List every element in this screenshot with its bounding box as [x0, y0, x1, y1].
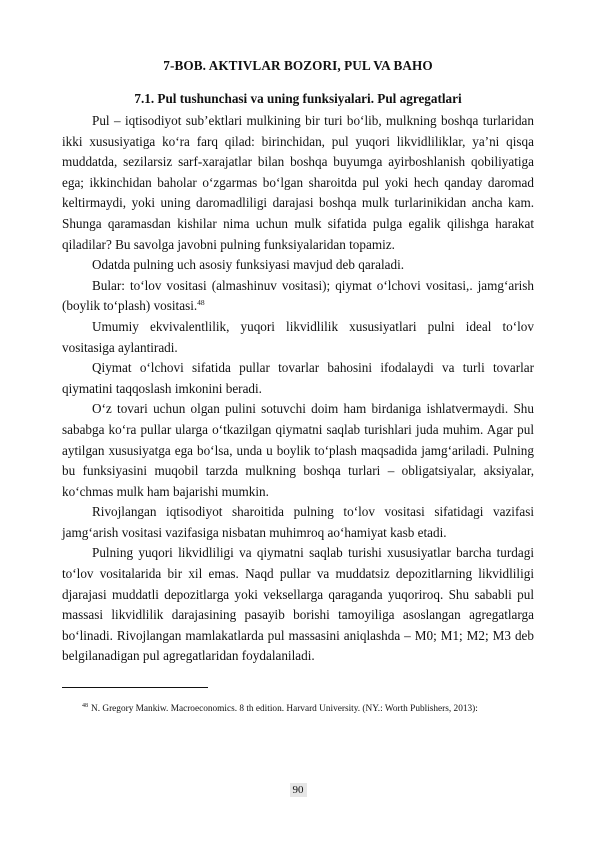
- paragraph: Qiymat o‘lchovi sifatida pullar tovarlar bahosini ifodalaydi va turli tovarlar qiymatini taqqoslash imkonini beradi.: [62, 360, 534, 396]
- paragraph: Pulning yuqori likvidliligi va qiymatni saqlab turishi xususiyatlar barcha turdagi to‘lov vositalarida bir xil emas. Naqd pullar va muddatsiz depozitlarning likvidliligi djarajasi muddatli depozitlarga yoki veksellarga qaraganda yuqoriroq. Shu sababli pul massasi likvidlilik darajasining pasayib borishi tamoyiliga asoslangan agregatlarga bo‘linadi. Rivojlangan mamlakatlarda pul massasini aniqlashda – M0; M1; M2; M3 deb belgilanadigan pul agregatlaridan foydalaniladi.: [62, 545, 534, 664]
- paragraph: O‘z tovari uchun olgan pulini sotuvchi doim ham birdaniga ishlatvermaydi. Shu sababga ko‘ra pullar ularga o‘tkazilgan qiymatni saqlab turishlari juda muhim. Agar pul aytilgan xususiyatga ega bo‘lsa, unda u boylik to‘plash maqsadida jamg‘ariladi. Pulning bu funksiyasini muqobil tarzda mulkning boshqa turlari – obligatsiyalar, aksiyalar, ko‘chmas mulk ham bajarishi mumkin.: [62, 401, 534, 499]
- footnote-text: N. Gregory Mankiw. Macroeconomics. 8 th edition. Harvard University. (NY.: Worth Publishers, 2013):: [91, 704, 478, 715]
- paragraph: Umumiy ekvivalentlilik, yuqori likvidlilik xususiyatlari pulni ideal to‘lov vositasiga aylantiradi.: [62, 318, 534, 355]
- paragraph: Pul – iqtisodiyot sub’ektlari mulkining bir turi bo‘lib, mulkning boshqa turlaridan ikki xususiyatiga ko‘ra farq qilad: birinchidan, pul yuqori likvidliliklar, ya’ni qisqa muddatda, sezilarsiz sarf-xarajatlar bilan boshqa buyumga ayirboshlanish qobiliyatiga ega; ikkinchidan baholar o‘zgarmas bo‘lgan sharoitda pul yoki hech qanday daromad keltirmaydi, yoki uning daromadliligi darajasi boshqa mulk turlarinikidan ancha kam. Shunga qaramasdan kishilar nima uchun mulk sifatida pulga egalik qilishga harakat qiladilar? Bu savolga javobni pulning funksiyalaridan topamiz.: [62, 113, 534, 252]
- footnote-number: 48: [82, 703, 88, 710]
- page-number: 90: [290, 783, 307, 797]
- body-text: [62, 111, 534, 667]
- page-number-container: [0, 780, 596, 798]
- paragraph-text: Bular: to‘lov vositasi (almashinuv vositasi); qiymat o‘lchovi vositasi,. jamg‘arish (boylik to‘plash) vositasi.: [62, 277, 534, 314]
- footnote-reference[interactable]: 48: [197, 298, 205, 308]
- section-title: 7.1. Pul tushunchasi va uning funksiyalari. Pul agregatlari: [134, 91, 462, 106]
- paragraph: Odatda pulning uch asosiy funksiyasi mavjud deb qaraladi.: [92, 257, 405, 273]
- paragraph: [62, 276, 534, 317]
- footnote: [62, 704, 534, 714]
- chapter-title: 7-BOB. AKTIVLAR BOZORI, PUL VA BAHO: [163, 58, 433, 73]
- paragraph: Rivojlangan iqtisodiyot sharoitida pulning to‘lov vositasi sifatidagi vazifasi jamg‘arish vositasi vazifasiga nisbatan muhimroq ao‘hamiyat kasb etadi.: [62, 504, 534, 540]
- footnote-separator: [62, 687, 208, 688]
- document-page: [62, 58, 534, 714]
